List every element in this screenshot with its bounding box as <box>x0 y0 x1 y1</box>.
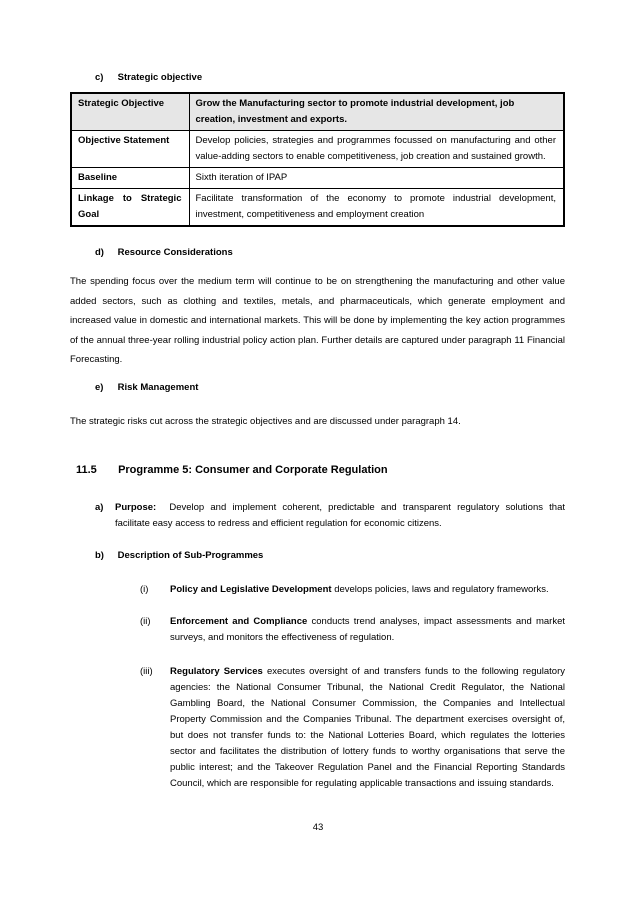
sub-programme-item-policy <box>140 582 565 598</box>
item-label: (iii) <box>140 665 153 677</box>
table-value-cell: Develop policies, strategies and programmes focussed on manufacturing and other value-adding sectors to enable competitiveness, job creation and sustained growth. <box>189 131 564 168</box>
table-header-cell: Objective Statement <box>71 131 189 168</box>
heading-number: 11.5 <box>76 463 97 476</box>
item-label: (ii) <box>140 615 151 627</box>
heading-title: Resource Considerations <box>117 247 233 258</box>
sub-programme-text: conducts trend analyses, impact assessments and market surveys, and monitors the effectiveness of regulation. <box>170 615 565 643</box>
table-row-linkage <box>71 189 564 227</box>
table-value-cell: Facilitate transformation of the economy to promote industrial development, investment, competitiveness and employment creation <box>189 189 564 227</box>
sub-programme-lead: Policy and Legislative Development <box>170 583 332 595</box>
table-value-cell: Sixth iteration of IPAP <box>189 168 564 189</box>
resource-considerations-paragraph: The spending focus over the medium term will continue to be on strengthening the manufacturing and other value added sectors, such as clothing and textiles, metals, and pharmaceuticals, which generate employment and increased value in domestic and international markets. This will be done by implementing the key action programmes of the annual three-year rolling industrial policy action plan. Further details are captured under paragraph 11 Financial Forecasting. <box>70 276 565 365</box>
purpose-text: Develop and implement coherent, predictable and transparent regulatory solutions that facilitate easy access to redress and efficient regulation for economic citizens. <box>115 501 565 529</box>
heading-title: Strategic objective <box>117 72 203 83</box>
item-label: (i) <box>140 583 149 595</box>
table-row-baseline <box>71 168 564 189</box>
table-header-cell: Baseline <box>71 168 189 189</box>
heading-title: Description of Sub-Programmes <box>117 549 264 561</box>
page-number: 43 <box>312 822 324 833</box>
sub-programme-lead: Enforcement and Compliance <box>170 615 308 627</box>
table-header-cell: Linkage to Strategic Goal <box>71 189 189 227</box>
sub-programme-text: develops policies, laws and regulatory frameworks. <box>334 583 549 595</box>
page-content <box>70 0 565 792</box>
purpose-lead: Purpose: <box>115 501 157 513</box>
sub-programme-item-regulatory-services <box>140 664 566 792</box>
sub-programme-lead: Regulatory Services <box>170 665 263 677</box>
heading-description-sub-programmes <box>70 550 565 562</box>
heading-title: Programme 5: Consumer and Corporate Regulation <box>118 463 388 476</box>
strategic-objective-table <box>70 92 565 227</box>
sub-programme-item-enforcement <box>140 614 565 646</box>
purpose-item <box>95 500 565 532</box>
heading-programme-5 <box>70 463 565 477</box>
item-label: a) <box>95 501 104 513</box>
heading-risk-management <box>70 382 565 394</box>
table-value-cell: Grow the Manufacturing sector to promote industrial development, job creation, investment and exports. <box>189 93 564 131</box>
table-row-strategic-objective <box>71 93 564 131</box>
heading-label: c) <box>95 72 104 83</box>
heading-resource-considerations <box>70 247 565 259</box>
risk-management-paragraph: The strategic risks cut across the strategic objectives and are discussed under paragraph 14. <box>70 415 461 427</box>
heading-label: e) <box>95 381 104 393</box>
heading-label: d) <box>95 247 104 258</box>
table-row-objective-statement <box>71 131 564 168</box>
heading-title: Risk Management <box>117 381 199 393</box>
table-header-cell: Strategic Objective <box>71 93 189 131</box>
heading-strategic-objective <box>70 72 565 84</box>
sub-programme-text: executes oversight of and transfers funds to the following regulatory agencies: the National Consumer Tribunal, the National Credit Regulator, the National Gambling Board, the National Consumer Commission, the Companies and Intellectual Property Commission and the Companies Tribunal. The department exercises oversight of, but does not transfer funds to: the National Lotteries Board, which regulates the lotteries sector and facilitates the distribution of lottery funds to worthy organisations that serve the public interest; and the Takeover Regulation Panel and the Financial Reporting Standards Council, which are responsible for regulating applicable transactions and issuing standards. <box>170 665 566 789</box>
heading-label: b) <box>95 549 104 561</box>
